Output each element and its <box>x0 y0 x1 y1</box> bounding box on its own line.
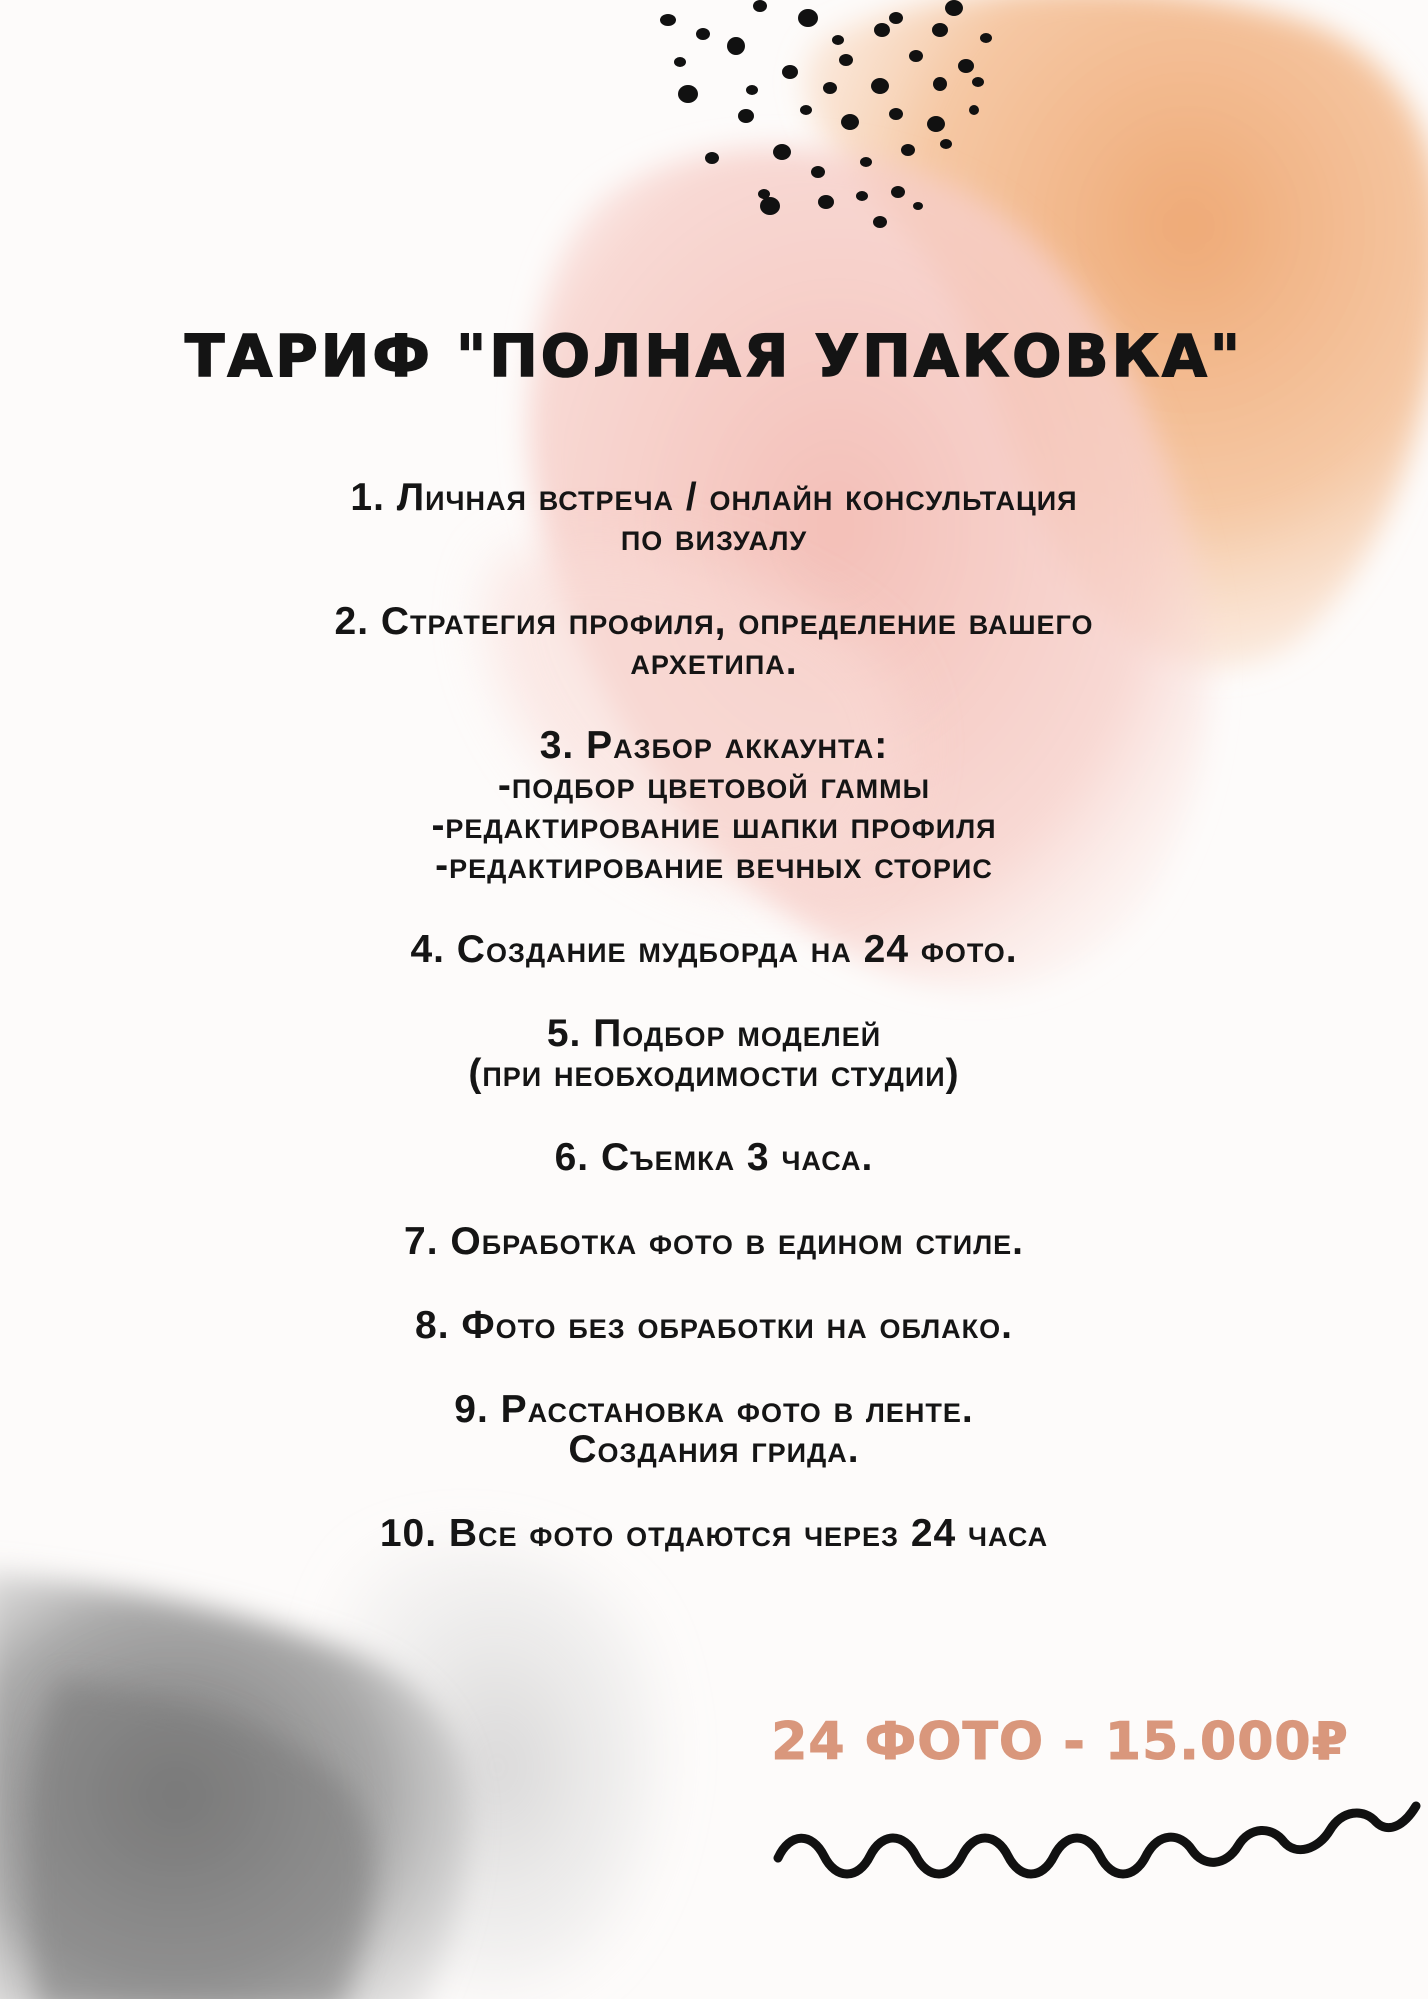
page-title: ТАРИФ "ПОЛНАЯ УПАКОВКА" <box>184 322 1244 390</box>
list-item-text: 2. Стратегия профиля, определение вашего <box>334 600 1094 643</box>
list-item <box>90 1138 1338 1178</box>
list-item-text: 6. Съемка 3 часа. <box>554 1136 874 1179</box>
list-item-text: 3. Разбор аккаунта: <box>539 724 889 767</box>
list-item <box>90 1222 1338 1262</box>
squiggle-line <box>778 1806 1416 1874</box>
list-item <box>90 726 1338 886</box>
list-item-text: 7. Обработка фото в едином стиле. <box>404 1220 1024 1263</box>
list-item-text: архетипа. <box>630 640 798 683</box>
list-item-text: 9. Расстановка фото в ленте. <box>454 1388 974 1431</box>
price-label: 24 ФОТО - 15.000₽ <box>771 1712 1349 1772</box>
list-item-text: 4. Создание мудборда на 24 фото. <box>410 928 1018 971</box>
list-item-text: (при необходимости студии) <box>468 1052 960 1095</box>
list-item-text: -редактирование шапки профиля <box>431 804 997 847</box>
list-item-text: по визуалу <box>620 516 808 559</box>
list-item <box>90 1306 1338 1346</box>
list-item-text: 10. Все фото отдаются через 24 часа <box>379 1512 1049 1555</box>
list-item-text: 8. Фото без обработки на облако. <box>415 1304 1013 1347</box>
list-item-text: -подбор цветовой гаммы <box>497 764 931 807</box>
list-item <box>90 1514 1338 1554</box>
list-item <box>90 602 1338 682</box>
list-item-text: Создания грида. <box>568 1428 860 1471</box>
list-item <box>90 1390 1338 1470</box>
list-item <box>90 1014 1338 1094</box>
list-item <box>90 930 1338 970</box>
list-item <box>90 478 1338 558</box>
list-item-text: -редактирование вечных сторис <box>435 844 993 887</box>
services-list <box>90 478 1338 1598</box>
list-item-text: 5. Подбор моделей <box>546 1012 882 1055</box>
list-item-text: 1. Личная встреча / онлайн консультация <box>350 476 1078 519</box>
